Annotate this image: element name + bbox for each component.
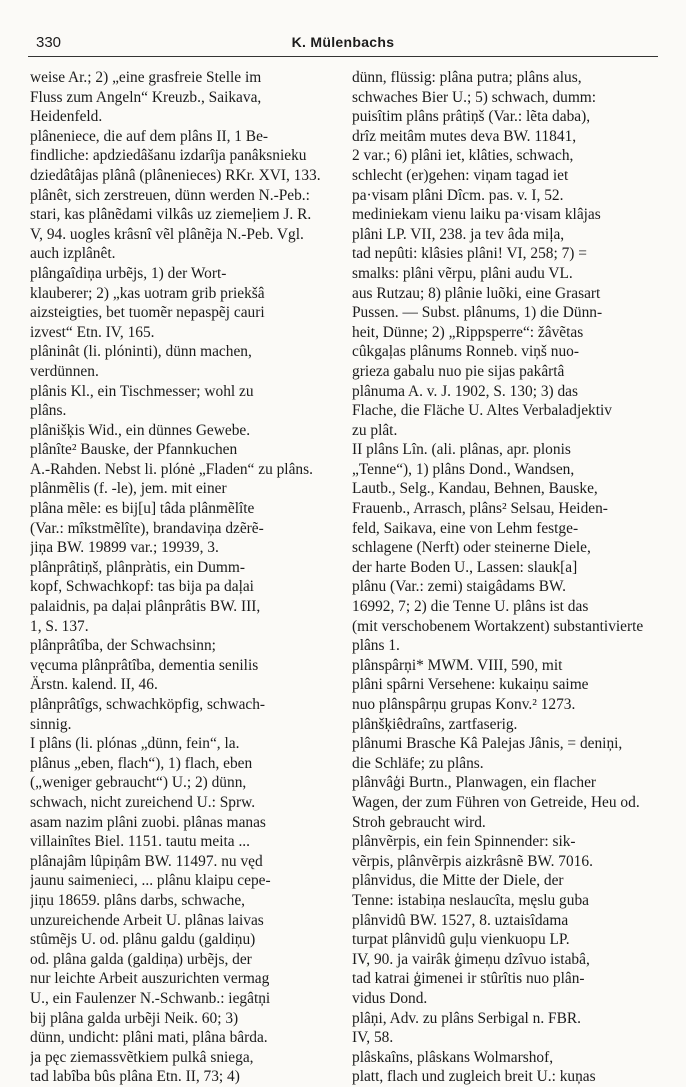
text-line: villainîtes Biel. 1151. tautu meita ... — [30, 833, 250, 851]
text-line: aus Rutzau; 8) plânie luõki, eine Grasart — [352, 284, 601, 302]
text-line: V, 94. uogles krâsnî vẽl plânẽja N.-Peb. Vgl. — [30, 225, 304, 243]
text-line: heit, Dünne; 2) „Rippsperre“: žâvẽtas — [352, 323, 584, 341]
text-line: plânêt, sich zerstreuen, dünn werden N.-Peb.: — [30, 186, 310, 204]
text-line: smalks: plâni vẽrpu, plâni audu VL. — [352, 264, 573, 282]
text-line: II plâns Lîn. (ali. plânas, apr. plonis — [352, 441, 571, 459]
text-line: weise Ar.; 2) „eine grasfreie Stelle im — [30, 69, 262, 86]
text-line: plânvẽrpis, ein fein Spinnender: sik- — [352, 833, 576, 851]
text-line: plângaîdiņa urbẽjs, 1) der Wort- — [30, 264, 227, 282]
text-line: dünn, flüssig: plâna putra; plâns alus, — [352, 69, 582, 86]
text-line: 1, S. 137. — [30, 617, 89, 635]
text-line: schlagene (Nerft) oder steinerne Diele, — [352, 539, 591, 557]
text-line: verdünnen. — [30, 362, 99, 380]
text-line: plâns. — [30, 402, 67, 420]
text-line: jaunu saimenieci, ... plânu klaipu cepe- — [30, 872, 271, 890]
text-line: Ärstn. kalend. II, 46. — [30, 676, 158, 694]
text-line: plânprâtîgs, schwachköpfig, schwach- — [30, 696, 266, 713]
text-line: sinnig. — [30, 715, 72, 733]
page-number: 330 — [36, 34, 62, 51]
text-line: jiņa BW. 19899 var.; 19939, 3. — [30, 539, 219, 557]
text-line: Lautb., Selg., Kandau, Behnen, Bauske, — [352, 480, 598, 498]
text-line: Stroh gebraucht wird. — [352, 813, 486, 831]
text-line: vidus Dond. — [352, 989, 428, 1007]
text-line: plâni LP. VII, 238. ja tev âda miļa, — [352, 225, 565, 243]
text-line: plânus „eben, flach“), 1) flach, eben — [30, 754, 253, 772]
text-line: drîz meitâm mutes deva BW. 11841, — [352, 127, 577, 145]
text-line: od. plâna galda (galdiņa) urbẽjs, der — [30, 950, 252, 968]
text-line: plânišķis Wid., ein dünnes Gewebe. — [30, 421, 251, 439]
text-line: puisîtim plâns prâtiņš (Var.: lẽta daba), — [352, 108, 591, 126]
text-line: Frauenb., Arrasch, plâns² Selsau, Heiden- — [352, 500, 608, 518]
page-header — [28, 30, 658, 57]
text-line: tad nepûti: klâsies plâni! VI, 258; 7) = — [352, 245, 587, 263]
text-line: plânîte² Bauske, der Pfannkuchen — [30, 441, 238, 459]
text-line: tad katrai ģimenei ir stûrîtis nuo plân- — [352, 970, 585, 988]
text-line: jiņu 18659. plâns darbs, schwache, — [30, 891, 245, 909]
text-line: plânšķiêdraîns, zartfaserig. — [352, 715, 518, 733]
text-line: plâneniece, die auf dem plâns II, 1 Be- — [30, 127, 269, 145]
text-line: IV, 58. — [352, 1029, 394, 1047]
text-line: asam nazim plâni zuobi. plânas manas — [30, 813, 266, 831]
text-line: bij plâna galda urbẽji Neik. 60; 3) — [30, 1009, 239, 1027]
text-line: Tenne: istabiņa neslaucîta, męslu guba — [352, 891, 589, 909]
text-line: grieza gabalu nuo pie sijas pakârtâ — [352, 362, 565, 380]
text-line: tad labîba bûs plâna Etn. II, 73; 4) — [30, 1068, 240, 1086]
left-column — [30, 68, 344, 1087]
text-line: feld, Saikava, eine von Lehm festge- — [352, 519, 579, 537]
text-line: plâns 1. — [352, 637, 400, 655]
text-line: plânvâģi Burtn., Planwagen, ein flacher — [352, 774, 597, 792]
text-line: die Schläfe; zu plâns. — [352, 754, 484, 772]
text-line: plânvidus, die Mitte der Diele, der — [352, 872, 564, 890]
text-line: plânu (Var.: zemi) staigâdams BW. — [352, 578, 566, 596]
text-line: schwach, nicht zureichend U.: Sprw. — [30, 793, 256, 811]
text-line: dünn, undicht: plâni mati, plâna bârda. — [30, 1029, 268, 1047]
running-head: K. Mülenbachs — [291, 34, 395, 50]
text-line: dziedâtâjas plânâ (plânenieces) RKr. XVI, 133. — [30, 166, 321, 184]
text-line: plânvidû BW. 1527, 8. uztaisîdama — [352, 911, 569, 929]
text-line: plâna mẽle: es bij[u] tâda plânmẽlîte — [30, 500, 255, 518]
text-line: ja pęc ziemassvẽtkiem pulkâ sniega, — [30, 1048, 254, 1066]
text-line: nuo plânspârņu grupas Konv.² 1273. — [352, 696, 576, 713]
text-line: (mit verschobenem Wortakzent) substantivierte — [352, 617, 644, 635]
text-line: plânumi Brasche Kâ Palejas Jânis, = deniņi, — [352, 735, 623, 753]
text-line: 16992, 7; 2) die Tenne U. plâns ist das — [352, 598, 589, 616]
text-line: unzureichende Arbeit U. plânas laivas — [30, 911, 264, 929]
text-line: Heidenfeld. — [30, 108, 103, 126]
text-line: zu plât. — [352, 421, 398, 439]
text-line: platt, flach und zugleich breit U.: kuņas — [352, 1068, 596, 1086]
text-line: plâskaîns, plâskans Wolmarshof, — [352, 1048, 554, 1066]
text-line: schlecht (er)gehen: viņam tagad iet — [352, 166, 569, 184]
text-line: der harte Boden U., Lassen: slauk[a] — [352, 558, 578, 576]
text-line: I plâns (li. plónas „dünn, fein“, la. — [30, 735, 240, 753]
text-line: vẽrpis, plânvẽrpis aizkrâsnẽ BW. 7016. — [352, 852, 593, 870]
text-line: plânis Kl., ein Tischmesser; wohl zu — [30, 382, 254, 400]
text-line: plânajâm lûpiņâm BW. 11497. nu vęd — [30, 852, 263, 870]
text-line: schwaches Bier U.; 5) schwach, dumm: — [352, 88, 597, 106]
text-line: Wagen, der zum Führen von Getreide, Heu od. — [352, 793, 640, 811]
text-line: plâninât (li. plóninti), dünn machen, — [30, 343, 252, 361]
text-line: plânspârņi* MWM. VIII, 590, mit — [352, 656, 563, 674]
text-line: stûmẽjs U. od. plânu galdu (galdiņu) — [30, 931, 256, 949]
text-line: izvest“ Etn. IV, 165. — [30, 323, 155, 341]
text-line: (Var.: mîkstmẽlîte), brandaviņa dzẽrẽ- — [30, 519, 264, 537]
text-line: klauberer; 2) „kas uotram grib priekšâ — [30, 284, 265, 302]
text-line: plânuma A. v. J. 1902, S. 130; 3) das — [352, 382, 579, 400]
text-line: Fluss zum Angeln“ Kreuzb., Saikava, — [30, 88, 262, 106]
text-line: A.-Rahden. Nebst li. plónė „Fladen“ zu plâns. — [30, 460, 313, 478]
text-line: Flache, die Fläche U. Altes Verbaladjektiv — [352, 402, 613, 420]
text-line: plânprâtiņš, plânpràtis, ein Dumm- — [30, 558, 245, 576]
text-line: aizsteigties, bet tuomẽr nepaspẽj cauri — [30, 304, 265, 322]
text-line: 2 var.; 6) plâni iet, klâties, schwach, — [352, 147, 574, 165]
text-line: palaidnis, pa daļai plânprâtis BW. III, — [30, 598, 261, 616]
text-line: findliche: apdziedâšanu izdarîja panâksnieku — [30, 147, 307, 165]
text-line: („weniger gebraucht“) U.; 2) dünn, — [30, 774, 247, 792]
text-line: vęcuma plânprâtîba, dementia senilis — [30, 656, 259, 674]
text-line: U., ein Faulenzer N.-Schwanb.: iegâtņi — [30, 989, 271, 1007]
text-line: pa·visam plâni Dîcm. pas. v. I, 52. — [352, 186, 564, 204]
text-line: auch izplânêt. — [30, 245, 116, 263]
text-line: turpat plânvidû guļu vienkuopu LP. — [352, 931, 570, 949]
text-line: „Tenne“), 1) plâns Dond., Wandsen, — [352, 460, 575, 478]
text-line: mediniekam vienu laiku pa·visam klâjas — [352, 206, 601, 224]
text-line: kopf, Schwachkopf: tas bija pa daļai — [30, 578, 254, 596]
text-line: IV, 90. ja vairâk ģimeņu dzîvuo istabâ, — [352, 950, 590, 968]
text-line: stari, kas plânẽdami vilkâs uz ziemeļiem J. R. — [30, 206, 312, 224]
text-line: plânmẽlis (f. -le), jem. mit einer — [30, 480, 227, 498]
text-line: plâņi, Adv. zu plâns Serbigal n. FBR. — [352, 1009, 581, 1027]
text-line: plâni spârni Versehene: kukaiņu saime — [352, 676, 589, 694]
text-line: cûkgaļas plânums Ronneb. viņš nuo- — [352, 343, 579, 361]
right-column — [352, 68, 666, 1087]
text-line: plânprâtîba, der Schwachsinn; — [30, 637, 216, 655]
text-line: Pussen. — Subst. plânums, 1) die Dünn- — [352, 304, 603, 322]
text-line: nur leichte Arbeit auszurichten vermag — [30, 970, 270, 988]
